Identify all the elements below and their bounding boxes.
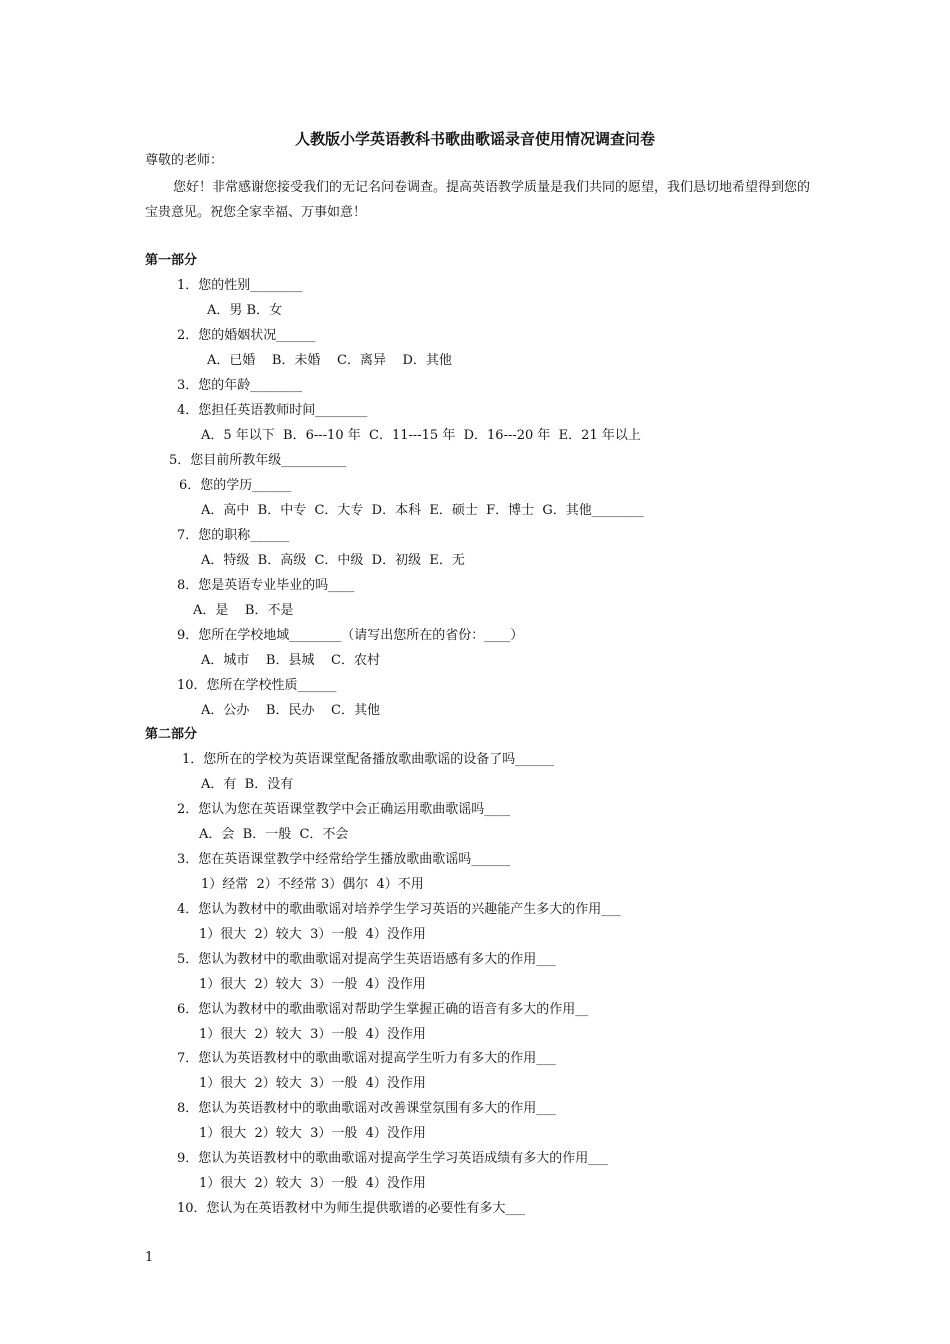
question: 4．您认为教材中的歌曲歌谣对培养学生学习英语的兴趣能产生多大的作用___ xyxy=(177,902,621,917)
question-options: 1）很大 2）较大 3）一般 4）没作用 xyxy=(199,1076,426,1091)
question: 3．您在英语课堂教学中经常给学生播放歌曲歌谣吗______ xyxy=(177,852,511,867)
question-options: A．公办 B．民办 C．其他 xyxy=(201,703,380,718)
question-options: A．5 年以下 B．6---10 年 C．11---15 年 D．16---20 年 E．21 年以上 xyxy=(201,428,641,443)
question: 8．您是英语专业毕业的吗____ xyxy=(177,578,355,593)
question-options: A．有 B．没有 xyxy=(201,777,294,792)
question: 4．您担任英语教师时间________ xyxy=(177,403,368,418)
salutation: 尊敬的老师： xyxy=(145,153,224,168)
question-options: A．已婚 B．未婚 C．离异 D．其他 xyxy=(207,353,452,368)
question-options: 1）很大 2）较大 3）一般 4）没作用 xyxy=(199,1176,426,1191)
question: 1．您所在的学校为英语课堂配备播放歌曲歌谣的设备了吗______ xyxy=(182,752,555,767)
question: 10．您所在学校性质______ xyxy=(177,678,337,693)
question: 6．您的学历______ xyxy=(179,478,292,493)
question: 2．您认为您在英语课堂教学中会正确运用歌曲歌谣吗____ xyxy=(177,802,511,817)
question: 3．您的年龄________ xyxy=(177,378,303,393)
question-options: A．高中 B．中专 C．大专 D．本科 E．硕士 F．博士 G．其他________ xyxy=(201,503,644,518)
question-options: A．特级 B．高级 C．中级 D．初级 E．无 xyxy=(201,553,465,568)
section-heading-part1: 第一部分 xyxy=(145,253,198,268)
question-options: 1）经常 2）不经常 3）偶尔 4）不用 xyxy=(201,877,424,892)
question: 9．您认为英语教材中的歌曲歌谣对提高学生学习英语成绩有多大的作用___ xyxy=(177,1151,608,1166)
question-options: A．会 B．一般 C．不会 xyxy=(199,827,349,842)
question-options: 1）很大 2）较大 3）一般 4）没作用 xyxy=(199,927,426,942)
question: 7．您的职称______ xyxy=(177,528,290,543)
question: 7．您认为英语教材中的歌曲歌谣对提高学生听力有多大的作用___ xyxy=(177,1051,556,1066)
question-options: 1）很大 2）较大 3）一般 4）没作用 xyxy=(199,1126,426,1141)
question: 8．您认为英语教材中的歌曲歌谣对改善课堂氛围有多大的作用___ xyxy=(177,1101,556,1116)
question-options: 1）很大 2）较大 3）一般 4）没作用 xyxy=(199,1027,426,1042)
survey-title: 人教版小学英语教科书歌曲歌谣录音使用情况调查问卷 xyxy=(294,130,655,148)
question-options: A．男 B．女 xyxy=(207,303,283,318)
question: 10．您认为在英语教材中为师生提供歌谱的必要性有多大___ xyxy=(177,1201,526,1216)
question: 5．您目前所教年级__________ xyxy=(169,453,347,468)
question: 6．您认为教材中的歌曲歌谣对帮助学生掌握正确的语音有多大的作用__ xyxy=(177,1002,589,1017)
question: 5．您认为教材中的歌曲歌谣对提高学生英语语感有多大的作用___ xyxy=(177,952,556,967)
question: 2．您的婚姻状况______ xyxy=(177,328,316,343)
page-number: 1 xyxy=(145,1250,154,1265)
intro-paragraph: 您好！非常感谢您接受我们的无记名问卷调查。提高英语教学质量是我们共同的愿望，我们恳切地希望得到您的宝贵意见。祝您全家幸福、万事如意！ xyxy=(145,180,811,220)
question-options: A．是 B．不是 xyxy=(193,603,294,618)
question-options: A．城市 B．县城 C．农村 xyxy=(201,653,380,668)
question: 9．您所在学校地域________（请写出您所在的省份：____） xyxy=(177,628,524,643)
question-options: 1）很大 2）较大 3）一般 4）没作用 xyxy=(199,977,426,992)
section-heading-part2: 第二部分 xyxy=(145,727,198,742)
question: 1．您的性别________ xyxy=(177,278,303,293)
